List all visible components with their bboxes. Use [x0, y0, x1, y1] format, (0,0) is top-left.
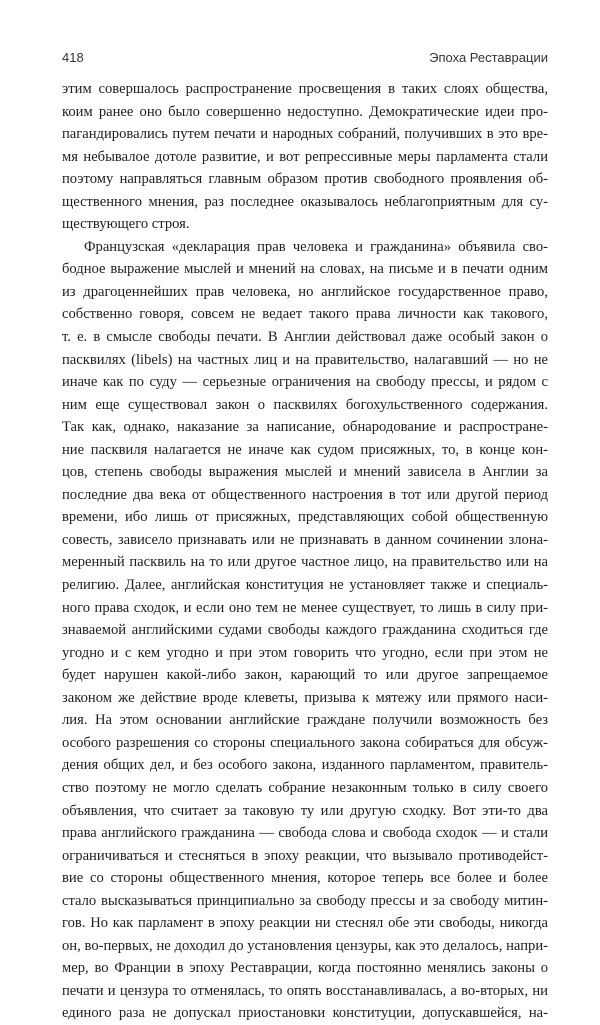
page-number: 418 [62, 50, 84, 65]
text-line: знаваемой английскими судами свободы каждого гражданина сходиться где [62, 622, 548, 639]
text-line: пасквилях (libels) на частных лиц и на правительство, налагавший — но не [62, 351, 548, 368]
text-line: особого разрешения со стороны специального закона собираться для обсуж- [62, 734, 548, 751]
text-line: дения общих дел, и без особого закона, изданного парламентом, правитель- [62, 757, 548, 774]
text-line: будет нарушен какой-либо закон, карающий то или другое запрещаемое [62, 667, 548, 684]
text-line: времени, ибо лишь от присяжных, представляющих собой общественную [62, 509, 548, 526]
text-line: цов, степень свободы выражения мыслей и мнений зависела в Англии за [62, 464, 548, 481]
text-line: мя небывалое дотоле развитие, и вот репрессивные меры парламента стали [62, 148, 548, 165]
text-line: Французская «декларация прав человека и гражданина» объявила сво- [84, 238, 548, 255]
paragraph-2 [62, 236, 548, 1025]
text-line: Так как, однако, наказание за написание, обнародование и распростране- [62, 419, 548, 436]
text-line: меренный пасквиль на то или другое частное лицо, на правительство или на [62, 554, 548, 571]
text-line: объявления, что считает за таковую ту или другую сходку. Вот эти-то два [62, 802, 548, 819]
running-head [62, 50, 548, 72]
text-line: коим ранее оно было совершенно недоступно. Демократические идеи про- [62, 103, 548, 120]
body-text [62, 78, 548, 1025]
text-line: иначе как по суду — серьезные ограничения на свободу прессы, и рядом с [62, 374, 548, 391]
text-line: религию. Далее, английская конституция не установляет также и специаль- [62, 577, 548, 594]
text-line: права английского гражданина — свобода слова и свобода сходок — и стали [62, 825, 548, 842]
text-line: ние пасквиля налагается не иначе как судом присяжных, то, в конце кон- [62, 441, 548, 458]
text-line: бодное выражение мыслей и мнений на словах, на письме и в печати одним [62, 261, 548, 278]
text-line: пагандировались путем печати и народных собраний, получивших в это вре- [62, 126, 548, 143]
text-line: ограничиваться и стесняться в эпоху реакции, что вызывало противодейст- [62, 847, 548, 864]
text-line: т. е. в смысле свободы печати. В Англии действовал даже особый закон о [62, 329, 548, 346]
text-line: совесть, зависело признавать или не признавать в данном сочинении злона- [62, 531, 548, 548]
text-line: единого раза не допускал приостановки конституции, допускавшейся, на- [62, 1005, 548, 1022]
text-line: собственно говоря, совсем не ведает такого права личности как такового, [62, 306, 548, 323]
text-line: лия. На этом основании английские граждане получили возможность без [62, 712, 548, 729]
running-title: Эпоха Реставрации [429, 50, 548, 65]
text-line: поэтому направляться главным образом против свободного проявления об- [62, 171, 548, 188]
paragraph-1 [62, 78, 548, 236]
book-page [62, 0, 548, 1022]
text-line: ного права сходок, и если оно тем не менее существует, то лишь в силу при- [62, 599, 548, 616]
text-line: стало высказываться принципиально за свободу прессы и за свободу митин- [62, 892, 548, 909]
text-line: гов. Но как парламент в эпоху реакции ни стеснял обе эти свободы, никогда [62, 915, 548, 932]
text-line: ство поэтому не могло сделать собрание незаконным только в силу своего [62, 779, 548, 796]
text-line: ним еще существовал закон о пасквилях богохульственного содержания. [62, 396, 548, 413]
text-line: щественного мнения, раз последнее оказывалось неблагоприятным для су- [62, 193, 548, 210]
text-line: он, во-первых, не доходил до установления цензуры, как это делалось, напри- [62, 937, 548, 954]
text-line: угодно и с кем угодно и при этом говорить что угодно, если при этом не [62, 644, 548, 661]
text-line: мер, во Франции в эпоху Реставрации, когда постоянно менялись законы о [62, 960, 548, 977]
text-line: печати и цензура то отменялась, то опять восстанавливалась, а во-вторых, ни [62, 982, 548, 999]
text-line: вие со стороны общественного мнения, которое теперь все более и более [62, 870, 548, 887]
text-line: этим совершалось распространение просвещения в таких слоях общества, [62, 81, 548, 97]
text-line: из драгоценнейших прав человека, но английское государственное право, [62, 283, 548, 300]
text-line: ществующего строя. [62, 216, 190, 233]
text-line: законом же действие вроде клеветы, призыва к мятежу или прямого наси- [62, 689, 548, 706]
text-line: последние два века от общественного настроения в тот или другой период [62, 486, 548, 503]
